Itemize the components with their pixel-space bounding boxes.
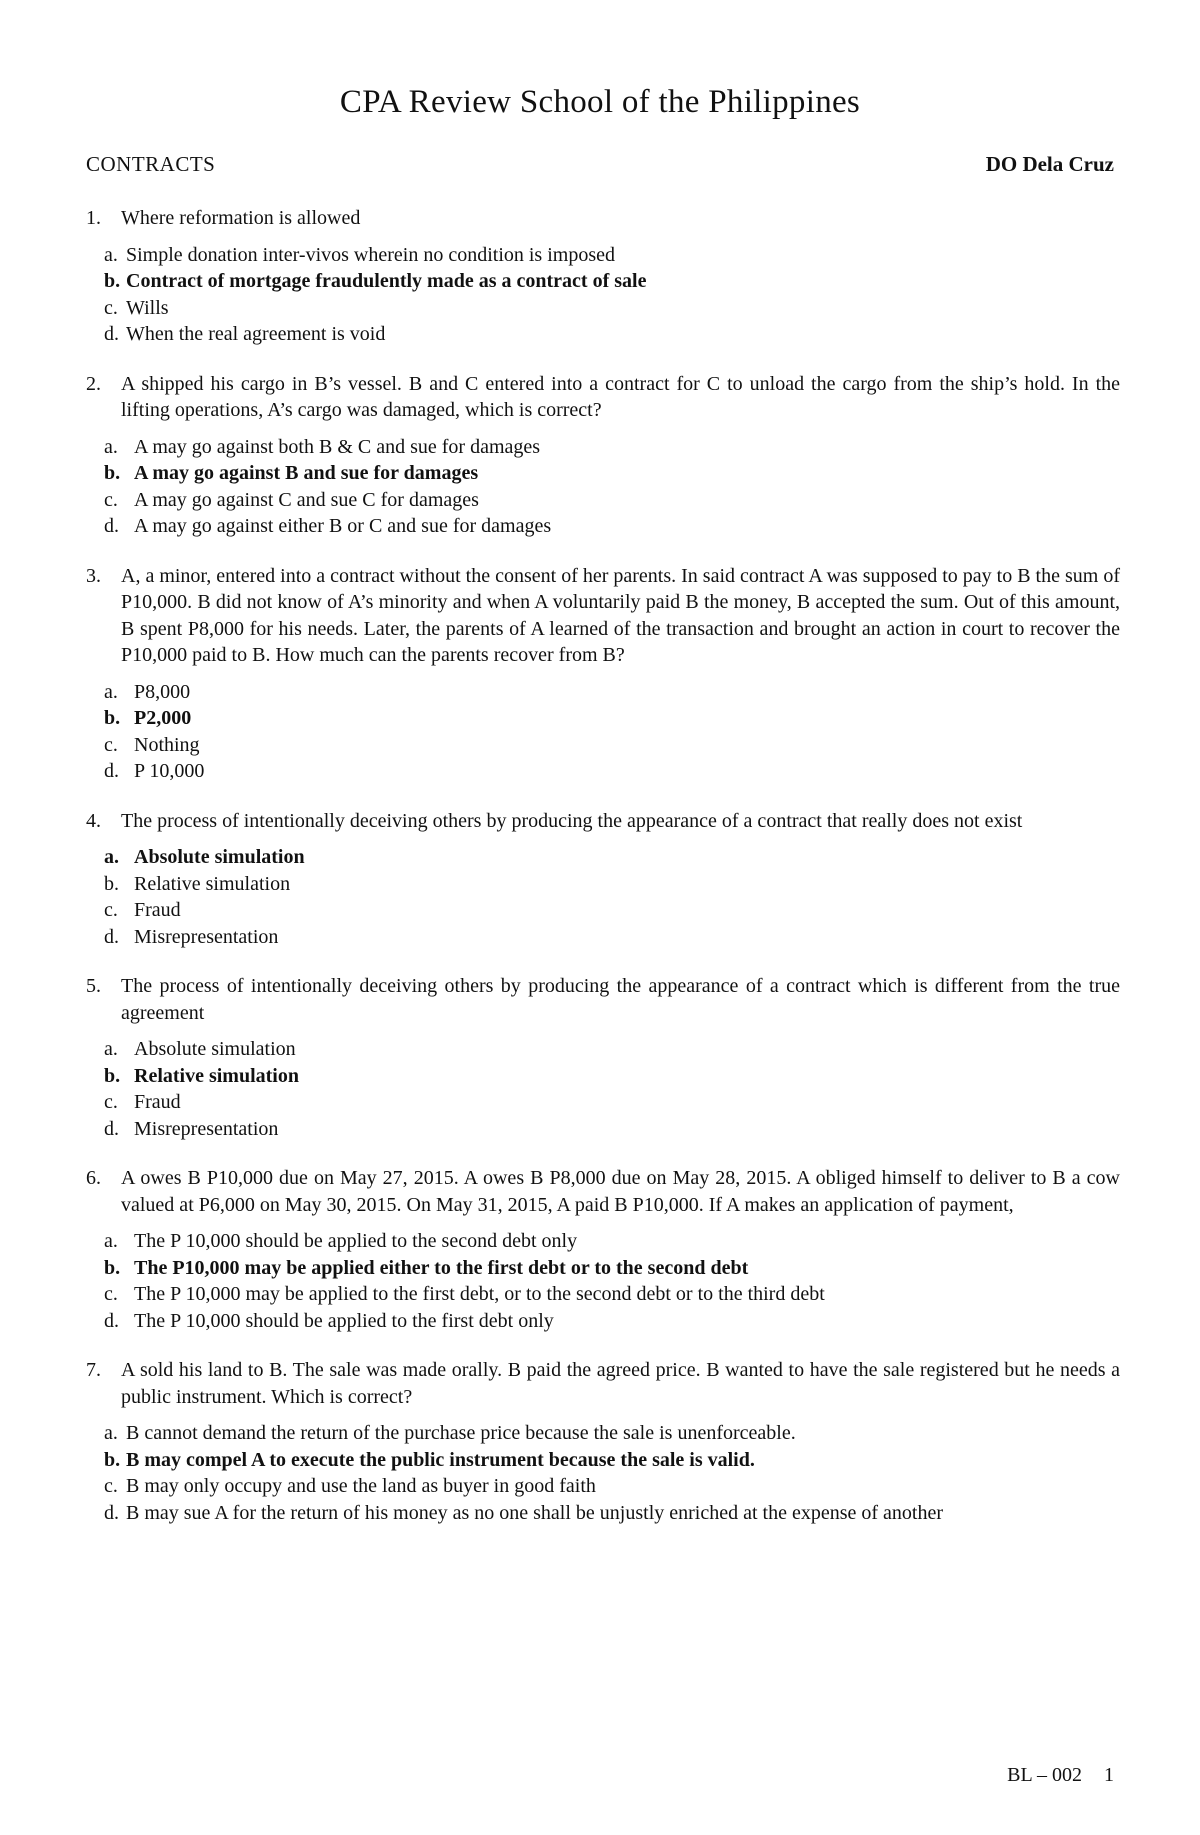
option-list [86, 844, 1120, 950]
option-letter: c. [104, 1283, 118, 1305]
option-letter: a. [104, 1038, 118, 1060]
option-letter: b. [104, 462, 121, 484]
option-list [86, 1036, 1120, 1142]
option-letter: a. [104, 1422, 118, 1444]
option-text: Fraud [134, 1091, 181, 1113]
option [104, 679, 1120, 706]
option-text: A may go against C and sue C for damages [134, 488, 479, 511]
question-item [86, 1357, 1120, 1526]
option-letter: a. [104, 243, 118, 266]
question-stem [86, 973, 1120, 1026]
question-text: A owes B P10,000 due on May 27, 2015. A owes B P8,000 due on May 28, 2015. A obliged himself to deliver to B a cow valued at P6,000 on May 30, 2015. On May 31, 2015, A paid B P10,000. If A makes an application of payment, [121, 1167, 1120, 1216]
option-list [86, 434, 1120, 540]
option-text: Simple donation inter-vivos wherein no condition is imposed [126, 243, 615, 266]
subject-heading: CONTRACTS [86, 152, 216, 176]
option-letter: d. [104, 925, 119, 948]
option-text: Absolute simulation [134, 846, 305, 868]
option-text: The P10,000 may be applied either to the first debt or to the second debt [134, 1256, 749, 1279]
question-number: 3. [86, 564, 101, 587]
option [104, 487, 1120, 514]
option-text: Nothing [134, 733, 200, 756]
question-item [86, 808, 1120, 951]
question-stem [86, 808, 1120, 835]
option [104, 1228, 1120, 1255]
question-text: A sold his land to B. The sale was made orally. B paid the agreed price. B wanted to have the sale registered but he needs a public instrument. Which is correct? [121, 1359, 1120, 1408]
option-letter: d. [104, 760, 119, 782]
question-number: 1. [86, 207, 101, 229]
option [104, 924, 1120, 951]
option-text: A may go against B and sue for damages [134, 462, 479, 484]
option [104, 1036, 1120, 1063]
question-stem [86, 1165, 1120, 1218]
option-letter: a. [104, 846, 119, 868]
option-text: Fraud [134, 899, 181, 921]
option-text: The P 10,000 may be applied to the first debt, or to the second debt or to the third debt [134, 1283, 825, 1305]
option-letter: c. [104, 488, 118, 511]
option-text: P2,000 [134, 707, 192, 729]
option-answer [104, 844, 1120, 871]
document-code: BL – 002 [1007, 1764, 1082, 1786]
option-letter: d. [104, 1117, 119, 1140]
option-letter: b. [104, 270, 121, 292]
option-letter: b. [104, 872, 119, 895]
option-text: Absolute simulation [134, 1038, 296, 1060]
option-text: Wills [126, 296, 169, 319]
option [104, 1420, 1120, 1447]
option [104, 321, 1120, 348]
option-answer [104, 1447, 1120, 1474]
option-list [86, 1228, 1120, 1334]
option-letter: d. [104, 1309, 119, 1332]
option [104, 758, 1120, 785]
option-text: P8,000 [134, 680, 191, 703]
option-letter: d. [104, 323, 119, 345]
option-text: A may go against either B or C and sue for damages [134, 515, 552, 537]
option-letter: d. [104, 1501, 119, 1524]
question-text: Where reformation is allowed [121, 207, 361, 229]
option-letter: c. [104, 1475, 118, 1497]
option-answer [104, 268, 1120, 295]
option-letter: a. [104, 435, 118, 458]
option-letter: c. [104, 1091, 118, 1113]
option-answer [104, 705, 1120, 732]
page-title: CPA Review School of the Philippines [339, 84, 861, 120]
option-letter: c. [104, 733, 118, 756]
option-answer [104, 1255, 1120, 1282]
question-stem [86, 205, 1120, 232]
option [104, 434, 1120, 461]
option-text: When the real agreement is void [126, 323, 386, 345]
option [104, 897, 1120, 924]
option-answer [104, 460, 1120, 487]
option-list [86, 1420, 1120, 1526]
question-number: 5. [86, 975, 101, 997]
question-item [86, 973, 1120, 1142]
question-number: 4. [86, 809, 101, 832]
question-number: 7. [86, 1359, 101, 1381]
option [104, 1500, 1120, 1527]
option-letter: d. [104, 515, 119, 537]
question-text: The process of intentionally deceiving others by producing the appearance of a contract which is different from the true agreement [121, 975, 1120, 1024]
option-text: Misrepresentation [134, 1117, 279, 1140]
option [104, 1308, 1120, 1335]
option-letter: b. [104, 1064, 121, 1087]
option [104, 1281, 1120, 1308]
option-letter: c. [104, 296, 118, 319]
option-text: Relative simulation [134, 872, 291, 895]
option-text: The P 10,000 should be applied to the first debt only [134, 1309, 554, 1332]
option-answer [104, 1063, 1120, 1090]
question-text: A shipped his cargo in B’s vessel. B and C entered into a contract for C to unload the cargo from the ship’s hold. In the lifting operations, A’s cargo was damaged, which is correct? [121, 372, 1120, 421]
question-item [86, 563, 1120, 785]
option [104, 1116, 1120, 1143]
option-text: Contract of mortgage fraudulently made as a contract of sale [126, 270, 647, 292]
option [104, 513, 1120, 540]
option-text: B may sue A for the return of his money as no one shall be unjustly enriched at the expense of another [126, 1501, 944, 1524]
option-list [86, 242, 1120, 348]
page-number: 1 [1104, 1764, 1114, 1786]
option [104, 732, 1120, 759]
question-item [86, 1165, 1120, 1334]
option-letter: a. [104, 680, 118, 703]
question-stem [86, 371, 1120, 424]
option-text: A may go against both B & C and sue for damages [134, 435, 541, 458]
option [104, 871, 1120, 898]
question-text: The process of intentionally deceiving others by producing the appearance of a contract that really does not exist [121, 809, 1023, 832]
option-letter: b. [104, 707, 121, 729]
option-text: Misrepresentation [134, 925, 279, 948]
option-list [86, 679, 1120, 785]
option-text: B may compel A to execute the public instrument because the sale is valid. [126, 1448, 755, 1471]
option-text: P 10,000 [134, 760, 205, 782]
question-text: A, a minor, entered into a contract without the consent of her parents. In said contract A was supposed to pay to B the sum of P10,000. B did not know of A’s minority and when A voluntarily paid B the money, B accepted the sum. Out of this amount, B spent P8,000 for his needs. Later, the parents of A learned of the transaction and brought an action in court to recover the P10,000 paid to B. How much can the parents recover from B? [121, 564, 1120, 666]
option-text: B may only occupy and use the land as buyer in good faith [126, 1475, 596, 1497]
option-text: B cannot demand the return of the purchase price because the sale is unenforceable. [126, 1422, 796, 1444]
question-item [86, 371, 1120, 540]
option-letter: b. [104, 1256, 121, 1279]
question-list [86, 205, 1120, 1549]
question-stem [86, 563, 1120, 669]
option-text: The P 10,000 should be applied to the second debt only [134, 1230, 578, 1252]
option-letter: c. [104, 899, 118, 921]
option-letter: b. [104, 1448, 121, 1471]
question-number: 2. [86, 372, 101, 395]
question-item [86, 205, 1120, 348]
option [104, 295, 1120, 322]
author-name: DO Dela Cruz [985, 152, 1114, 176]
question-number: 6. [86, 1167, 101, 1189]
option-letter: a. [104, 1230, 118, 1252]
option [104, 1089, 1120, 1116]
option [104, 1473, 1120, 1500]
option-text: Relative simulation [134, 1064, 299, 1087]
option [104, 242, 1120, 269]
question-stem [86, 1357, 1120, 1410]
page-footer [985, 1764, 1114, 1787]
